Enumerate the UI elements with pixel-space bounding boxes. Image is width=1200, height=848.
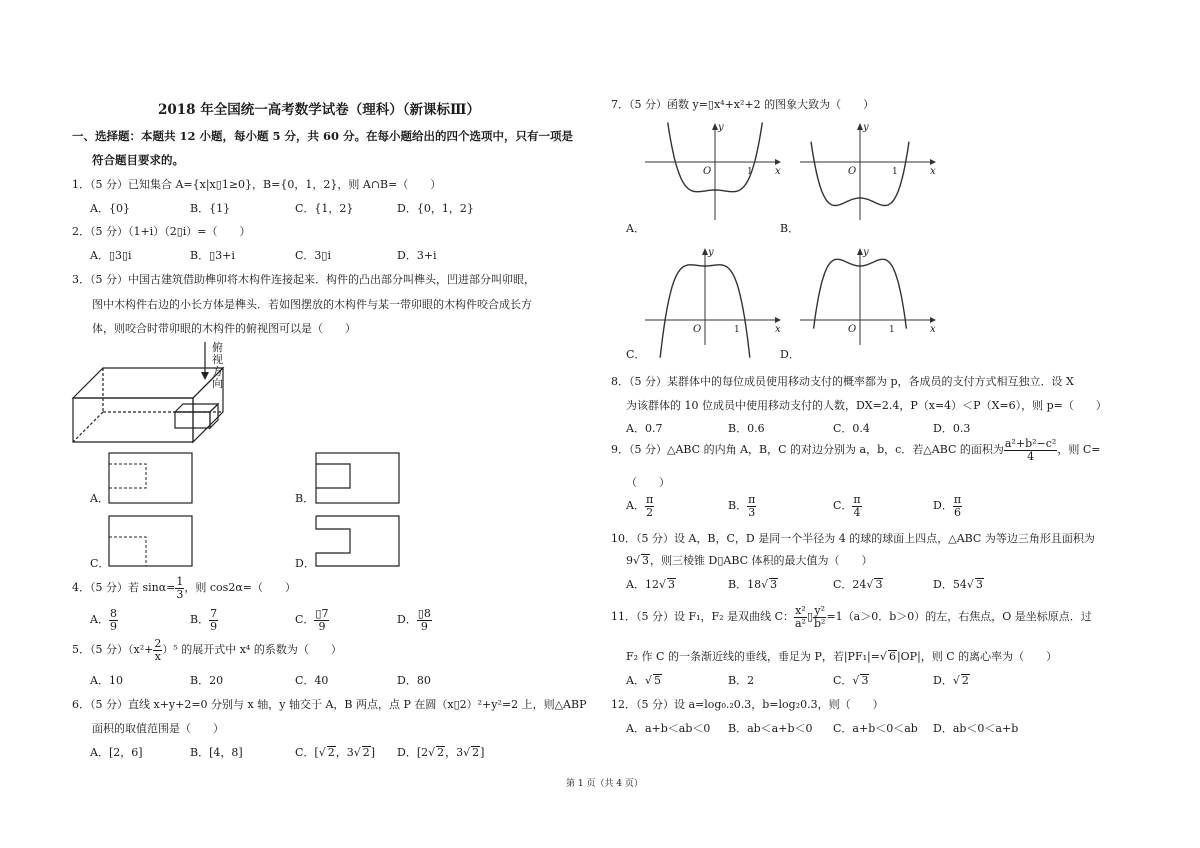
question-12: 12．（5 分）设 a=log₀.₂0.3，b=log₂0.3，则（ ） [611,698,884,711]
q5-option-b[interactable]: B．20 [190,674,224,687]
q12-option-c[interactable]: C．a+b＜0＜ab [833,722,918,735]
origin-label: O [848,324,857,335]
x-axis-arrow [775,317,781,323]
q2-option-a[interactable]: A．▯3▯i [90,249,132,262]
q5-option-d[interactable]: D．80 [397,674,431,687]
question-8-line2: 为该群体的 10 位成员中使用移动支付的人数，DX=2.4，P（x=4）＜P（X=6），则 p=（ ） [626,399,1107,412]
x-axis-arrow [775,159,781,165]
q1-option-b[interactable]: B．{1} [190,202,231,215]
origin-label: O [693,324,702,335]
q7-option-a[interactable]: A． [626,222,645,235]
question-1: 1．（5 分）已知集合 A={x|x▯1≥0}，B={0，1，2}，则 A∩B=（ ） [72,178,442,191]
q10-option-b[interactable]: B．18√ 3 [728,576,778,592]
q2-option-d[interactable]: D．3+i [397,249,437,262]
y-axis-label: y [863,247,869,258]
q3-option-a-figure[interactable] [108,452,193,504]
q4-option-a[interactable]: A． $\frac{8}{9}$ [90,607,117,633]
q11-option-b[interactable]: B．2 [728,674,755,687]
q2-option-b[interactable]: B．▯3+i [190,249,235,262]
q6-option-b[interactable]: B．[4，8] [190,746,243,759]
q5-option-c[interactable]: C．40 [295,674,329,687]
question-6-line2: 面积的取值范围是（ ） [92,722,224,735]
question-3-line2: 图中木构件右边的小长方体是榫头．若如图摆放的木构件与某一带卯眼的木构件咬合成长方 [92,298,532,311]
q6-option-c[interactable]: C．[√ 2，3√ 2] [295,744,375,760]
q12-option-b[interactable]: B．ab＜a+b＜0 [728,722,813,735]
q7-option-d[interactable]: D． [780,348,800,361]
question-2: 2．（5 分）（1+i）（2▯i）=（ ） [72,225,251,238]
q7-option-b-graph[interactable] [800,120,940,220]
x-axis-label: x [775,324,781,335]
x-axis-label: x [930,324,936,335]
q12-option-a[interactable]: A．a+b＜ab＜0 [626,722,711,735]
x-axis-label: x [930,166,936,177]
q5-option-a[interactable]: A．10 [90,674,123,687]
page-footer: 第 1 页（共 4 页） [566,779,643,789]
q6-option-d[interactable]: D．[2√ 2，3√ 2] [397,744,484,760]
q2-option-c[interactable]: C．3▯i [295,249,331,262]
y-axis-label: y [863,122,869,133]
q7-option-a-graph[interactable] [645,120,785,220]
question-4: 4．（5 分）若 sinα= $\frac{1}{3}$ ，则 cos2α=（ ） [72,575,296,601]
q8-option-b[interactable]: B．0.6 [728,422,765,435]
q8-option-a[interactable]: A．0.7 [626,422,663,435]
q6-option-a[interactable]: A．[2，6] [90,746,143,759]
question-9: 9．（5 分）△ABC 的内角 A，B，C 的对边分别为 a，b，c．若△ABC 的面积为 $\frac{\text{a²+b²−c²}}{4}$ ，则 C= [611,437,1101,463]
x-axis-label: x [775,166,781,177]
question-3-line3: 体，则咬合时带卯眼的木构件的俯视图可以是（ ） [92,322,356,335]
q7-option-d-graph[interactable] [800,245,940,345]
q8-option-c[interactable]: C．0.4 [833,422,870,435]
q1-option-d[interactable]: D．{0，1，2} [397,202,474,215]
tick-label-one: 1 [747,167,753,177]
tick-label-one: 1 [889,325,895,335]
q3-option-b[interactable]: B． [295,492,315,505]
x-axis-arrow [930,317,936,323]
q4-option-b[interactable]: B． $\frac{7}{9}$ [190,607,218,633]
q1-option-a[interactable]: A．{0} [90,202,130,215]
q9-option-c[interactable]: C． $\frac{\pi}{4}$ [833,493,861,519]
x-axis-arrow [930,159,936,165]
origin-label: O [848,166,857,177]
question-6-line1: 6．（5 分）直线 x+y+2=0 分别与 x 轴，y 轴交于 A，B 两点，点 P 在圆（x▯2）²+y²=2 上，则△ABP [72,698,587,711]
tick-label-one: 1 [734,325,740,335]
q7-option-c[interactable]: C． [626,348,646,361]
q3-option-a[interactable]: A． [90,492,109,505]
q3-option-d[interactable]: D． [295,557,315,570]
section-heading-cont: 符合题目要求的。 [92,153,184,167]
y-axis-label: y [708,247,714,258]
section-heading: 一、选择题：本题共 12 小题，每小题 5 分，共 60 分。在每小题给出的四个选项中，只有一项是 [72,129,574,143]
question-10-line1: 10．（5 分）设 A，B，C，D 是同一个半径为 4 的球的球面上四点，△ABC 为等边三角形且面积为 [611,532,1095,545]
q12-option-d[interactable]: D．ab＜0＜a+b [933,722,1019,735]
question-11-line2: F₂ 作 C 的一条渐近线的垂线，垂足为 P，若|PF₁|=√ 6|OP|，则 C 的离心率为（ ） [626,648,1057,664]
q10-option-d[interactable]: D．54√ 3 [933,576,984,592]
q4-option-c[interactable]: C． $\frac{▯7}{9}$ [295,607,329,633]
q9-option-a[interactable]: A． $\frac{\pi}{2}$ [626,493,654,519]
q8-option-d[interactable]: D．0.3 [933,422,971,435]
q10-option-a[interactable]: A．12√ 3 [626,576,676,592]
question-3-line1: 3．（5 分）中国古建筑借助榫卯将木构件连接起来．构件的凸出部分叫榫头，凹进部分叫卯眼， [72,273,535,286]
q9-option-d[interactable]: D． $\frac{\pi}{6}$ [933,493,962,519]
q9-option-b[interactable]: B． $\frac{\pi}{3}$ [728,493,756,519]
q7-option-c-graph[interactable] [645,245,785,345]
q3-option-c-figure[interactable] [108,515,193,567]
question-9-paren: （ ） [626,476,670,489]
question-5: 5．（5 分）（x²+ $\frac{2}{x}$ ）⁵ 的展开式中 x⁴ 的系数为（ ） [72,637,342,663]
q7-option-b[interactable]: B． [780,222,800,235]
q4-option-d[interactable]: D． $\frac{▯8}{9}$ [397,607,431,633]
question-10-line2: 9√ 3，则三棱锥 D▯ABC 体积的最大值为（ ） [626,552,873,568]
q11-option-a[interactable]: A．√ 5 [626,672,662,688]
origin-label: O [703,166,712,177]
q3-option-d-figure[interactable] [315,515,400,567]
q11-option-d[interactable]: D．√ 2 [933,672,970,688]
q3-view-direction-label: 俯 视 方 向 [212,341,223,390]
q11-option-c[interactable]: C．√ 3 [833,672,869,688]
question-8-line1: 8．（5 分）某群体中的每位成员使用移动支付的概率都为 p，各成员的支付方式相互独立．设 X [611,375,1074,388]
q3-option-b-figure[interactable] [315,452,400,504]
question-11-line1: 11．（5 分）设 F₁，F₂ 是双曲线 C： $\frac{\text{x²}}{\text{a²}}$ ▯ $\frac{\text{y²}}{\text{b²}}$ =1（a＞0．b＞0）的左，右焦点，O 是坐标原点．过 [611,604,1092,630]
q3-view-arrow [200,342,210,382]
question-7: 7．（5 分）函数 y=▯x⁴+x²+2 的图象大致为（ ） [611,98,875,111]
tick-label-one: 1 [892,167,898,177]
page-title: 2018 年全国统一高考数学试卷（理科）（新课标Ⅲ） [158,102,480,118]
q1-option-c[interactable]: C．{1，2} [295,202,354,215]
q3-option-c[interactable]: C． [90,557,110,570]
q10-option-c[interactable]: C．24√ 3 [833,576,883,592]
y-axis-label: y [718,122,724,133]
